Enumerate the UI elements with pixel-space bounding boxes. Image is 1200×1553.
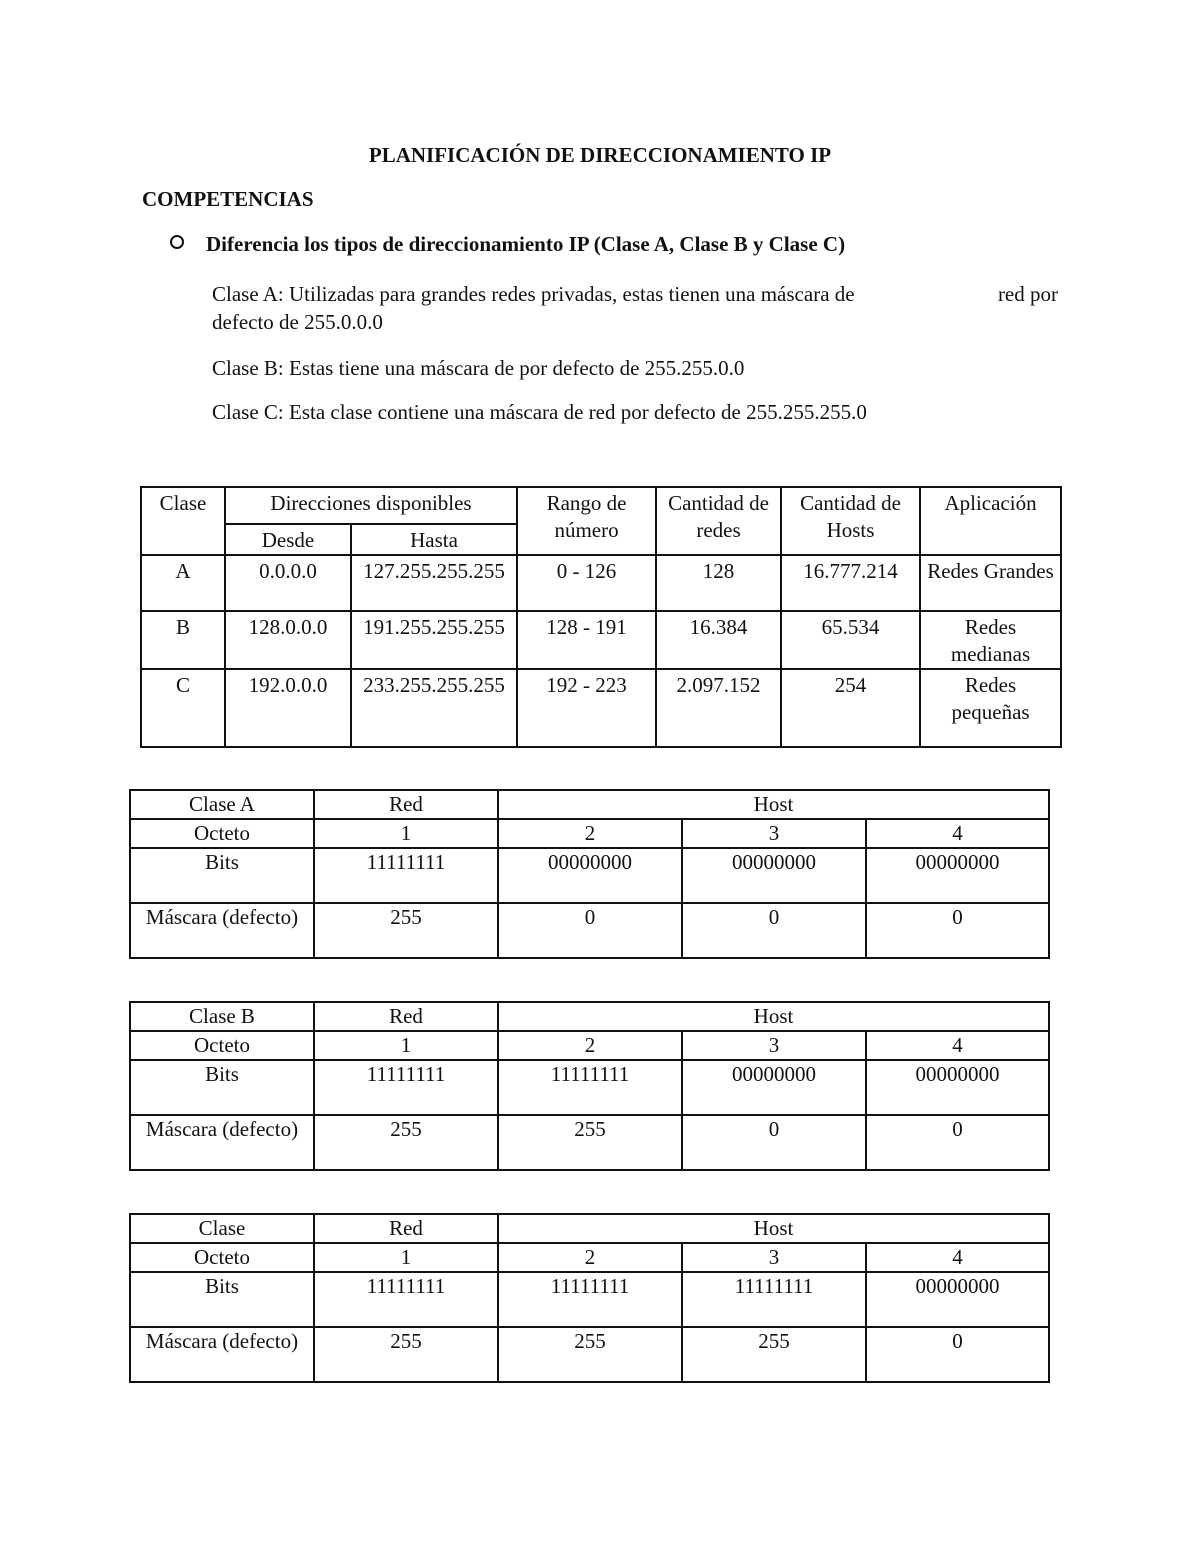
cell-rango: 128 - 191 (517, 611, 656, 669)
bits-cell: 00000000 (866, 1060, 1049, 1115)
octet-cell: 4 (866, 819, 1049, 848)
octet-cell: 4 (866, 1243, 1049, 1272)
mask-cell: 255 (682, 1327, 866, 1382)
bits-label: Bits (130, 848, 314, 903)
octet-cell: 2 (498, 1243, 682, 1272)
header-aplicacion: Aplicación (920, 487, 1061, 555)
mask-default-label: Máscara (defecto) (130, 1115, 314, 1170)
cell-redes: 2.097.152 (656, 669, 781, 747)
bits-cell: 00000000 (866, 848, 1049, 903)
cell-hasta: 127.255.255.255 (351, 555, 517, 611)
mask-label: Clase (130, 1214, 314, 1243)
mask-cell: 255 (498, 1327, 682, 1382)
cell-clase: A (141, 555, 225, 611)
mask-cell: 0 (866, 1327, 1049, 1382)
octeto-label: Octeto (130, 1243, 314, 1272)
cell-aplicacion: Redes pequeñas (920, 669, 1061, 747)
clase-a-line1-left: Clase A: Utilizadas para grandes redes privadas, estas tienen una máscara de (212, 282, 855, 306)
mask-cell: 255 (314, 1327, 498, 1382)
octet-cell: 3 (682, 1031, 866, 1060)
cell-aplicacion: Redes medianas (920, 611, 1061, 669)
octeto-label: Octeto (130, 819, 314, 848)
bits-cell: 11111111 (682, 1272, 866, 1327)
bits-cell: 11111111 (314, 848, 498, 903)
mask-label: Clase A (130, 790, 314, 819)
bits-cell: 11111111 (314, 1272, 498, 1327)
cell-hosts: 16.777.214 (781, 555, 920, 611)
section-heading: COMPETENCIAS (142, 187, 314, 211)
mask-default-label: Máscara (defecto) (130, 903, 314, 958)
table-row (141, 611, 1061, 669)
mask-cell: 255 (314, 1115, 498, 1170)
mask-red-header: Red (314, 790, 498, 819)
mask-default-label: Máscara (defecto) (130, 1327, 314, 1382)
cell-hosts: 254 (781, 669, 920, 747)
mask-cell: 255 (498, 1115, 682, 1170)
clase-a-line1-right: red por (997, 282, 1058, 306)
octet-cell: 2 (498, 819, 682, 848)
bits-cell: 00000000 (682, 848, 866, 903)
mask-host-header: Host (498, 1002, 1049, 1031)
mask-cell: 0 (682, 903, 866, 958)
cell-clase: C (141, 669, 225, 747)
bullet-icon (170, 235, 184, 249)
page-title: PLANIFICACIÓN DE DIRECCIONAMIENTO IP (368, 143, 832, 167)
clase-a-description (212, 280, 1058, 336)
table-row (141, 669, 1061, 747)
cell-rango: 0 - 126 (517, 555, 656, 611)
ip-classes-table (140, 486, 1062, 748)
mask-red-header: Red (314, 1002, 498, 1031)
bits-cell: 11111111 (498, 1272, 682, 1327)
octet-cell: 4 (866, 1031, 1049, 1060)
header-redes: Cantidad de redes (656, 487, 781, 555)
octet-cell: 2 (498, 1031, 682, 1060)
bits-cell: 11111111 (314, 1060, 498, 1115)
cell-aplicacion: Redes Grandes (920, 555, 1061, 611)
octet-cell: 1 (314, 819, 498, 848)
clase-c-description: Clase C: Esta clase contiene una máscara de red por defecto de 255.255.255.0 (212, 400, 867, 424)
mask-cell: 0 (866, 903, 1049, 958)
cell-hasta: 233.255.255.255 (351, 669, 517, 747)
cell-desde: 128.0.0.0 (225, 611, 351, 669)
octet-cell: 3 (682, 1243, 866, 1272)
cell-redes: 16.384 (656, 611, 781, 669)
octet-cell: 1 (314, 1243, 498, 1272)
cell-hasta: 191.255.255.255 (351, 611, 517, 669)
mask-cell: 255 (314, 903, 498, 958)
bits-cell: 00000000 (682, 1060, 866, 1115)
octeto-label: Octeto (130, 1031, 314, 1060)
clase-b-description: Clase B: Estas tiene una máscara de por defecto de 255.255.0.0 (212, 356, 745, 380)
mask-host-header: Host (498, 1214, 1049, 1243)
header-hasta: Hasta (351, 524, 517, 555)
mask-cell: 0 (682, 1115, 866, 1170)
cell-clase: B (141, 611, 225, 669)
mask-cell: 0 (498, 903, 682, 958)
octet-cell: 1 (314, 1031, 498, 1060)
bits-cell: 00000000 (866, 1272, 1049, 1327)
header-direcciones: Direcciones disponibles (225, 487, 517, 524)
header-rango: Rango de número (517, 487, 656, 555)
mask-red-header: Red (314, 1214, 498, 1243)
bits-label: Bits (130, 1272, 314, 1327)
mask-table-clase-a (129, 789, 1050, 959)
table-row (141, 555, 1061, 611)
header-desde: Desde (225, 524, 351, 555)
mask-table-clase-b (129, 1001, 1050, 1171)
header-hosts: Cantidad de Hosts (781, 487, 920, 555)
bits-cell: 00000000 (498, 848, 682, 903)
mask-host-header: Host (498, 790, 1049, 819)
bullet-item (170, 232, 845, 257)
cell-rango: 192 - 223 (517, 669, 656, 747)
cell-redes: 128 (656, 555, 781, 611)
mask-label: Clase B (130, 1002, 314, 1031)
cell-desde: 192.0.0.0 (225, 669, 351, 747)
octet-cell: 3 (682, 819, 866, 848)
cell-desde: 0.0.0.0 (225, 555, 351, 611)
mask-table-clase-c (129, 1213, 1050, 1383)
header-clase: Clase (141, 487, 225, 555)
bits-cell: 11111111 (498, 1060, 682, 1115)
cell-hosts: 65.534 (781, 611, 920, 669)
clase-a-line2: defecto de 255.0.0.0 (212, 310, 383, 334)
bits-label: Bits (130, 1060, 314, 1115)
mask-cell: 0 (866, 1115, 1049, 1170)
bullet-text: Diferencia los tipos de direccionamiento IP (Clase A, Clase B y Clase C) (206, 232, 846, 256)
